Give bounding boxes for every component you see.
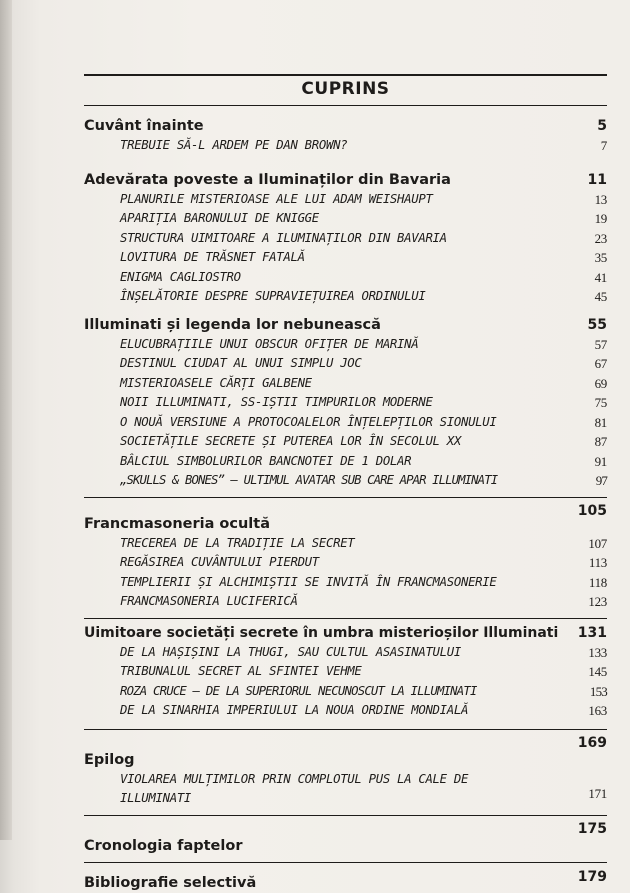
entry-title: LOVITURA DE TRĂSNET FATALĂ [120,250,305,264]
section-title: Cuvânt înainte [84,118,204,134]
entry-title: TRIBUNALUL SECRET AL SFINTEI VEHME [120,664,362,678]
toc-entry[interactable] [84,770,607,809]
toc-entry[interactable] [84,287,607,307]
entry-page-number: 67 [594,356,607,371]
table-of-contents [84,116,607,893]
entry-page-number: 57 [594,336,607,352]
entry-title: DESTINUL CIUDAT AL UNUI SIMPLU JOC [120,356,362,370]
section-title: Bibliografie selectivă [84,874,257,891]
page-title: CUPRINS [301,79,390,99]
toc-entry[interactable] [84,393,607,413]
section-heading[interactable] [84,315,607,335]
toc-entry[interactable] [84,643,607,663]
section-title: Adevărata poveste a Iluminaților din Bavaria [84,171,451,188]
entry-page-number: 75 [594,395,607,410]
section-heading[interactable] [84,867,607,893]
entry-title: „SKULLS & BONES” — ULTIMUL AVATAR SUB CARE APAR ILLUMINATI [120,473,498,487]
entry-page-number: 35 [594,250,607,265]
section-divider [84,729,607,730]
entry-title: ENIGMA CAGLIOSTRO [120,269,241,284]
entry-title: TRECEREA DE LA TRADIȚIE LA SECRET [120,535,355,550]
section-heading[interactable] [84,116,607,136]
toc-entry[interactable] [84,534,607,554]
toc-entry[interactable] [84,413,607,433]
toc-entry[interactable] [84,136,607,156]
section-page-number: 5 [597,118,607,134]
entry-page-number: 97 [595,473,607,488]
entry-page-number: 107 [588,535,607,551]
toc-section [84,116,607,156]
entry-page-number: 171 [588,785,607,801]
entry-title: FRANCMASONERIA LUCIFERICĂ [120,594,298,608]
entry-title: APARIȚIA BARONULUI DE KNIGGE [120,211,319,225]
toc-entry[interactable] [84,248,607,268]
entry-page-number: 45 [594,289,607,304]
section-page-number: 55 [587,316,607,333]
entry-page-number: 19 [594,211,607,226]
header-rule-bottom [84,105,607,106]
section-page-number: 175 [577,820,607,837]
toc-entry[interactable] [84,229,607,249]
section-title: Illuminati și legenda lor nebunească [84,316,381,333]
entry-title: ROZA CRUCE — DE LA SUPERIORUL NECUNOSCUT LA ILLUMINATI [120,683,477,698]
section-title: Uimitoare societăți secrete în umbra misterioșilor Illuminati [84,624,559,641]
entry-page-number: 133 [588,644,607,660]
section-page-number: 179 [577,868,607,885]
entry-title: DE LA HAȘIȘINI LA THUGI, SAU CULTUL ASASINATULUI [120,644,461,659]
entry-page-number: 118 [588,574,607,590]
entry-page-number: 81 [594,414,607,430]
section-heading[interactable] [84,514,607,534]
entry-page-number: 123 [588,594,607,609]
toc-entry[interactable] [84,354,607,374]
toc-entry[interactable] [84,432,607,452]
toc-section [84,315,607,491]
toc-section [84,170,607,307]
entry-page-number: 41 [594,269,607,285]
page-gutter [0,0,12,840]
entry-page-number: 145 [588,664,607,679]
section-title: Francmasoneria ocultă [84,515,270,532]
toc-entry[interactable] [84,471,607,491]
section-page-number: 105 [577,502,607,519]
toc-entry[interactable] [84,592,607,612]
section-page-number: 11 [587,171,607,188]
entry-title: ELUCUBRAȚIILE UNUI OBSCUR OFIȚER DE MARINĂ [120,336,419,351]
entry-page-number: 153 [589,683,607,699]
entry-title: STRUCTURA UIMITOARE A ILUMINAȚILOR DIN BAVARIA [120,230,447,245]
toc-entry[interactable] [84,701,607,721]
entry-title: DE LA SINARHIA IMPERIULUI LA NOUA ORDINE MONDIALĂ [120,703,469,717]
toc-section [84,734,607,809]
toc-entry[interactable] [84,682,607,702]
toc-entry[interactable] [84,573,607,593]
section-heading[interactable] [84,623,607,643]
section-page-number: 169 [577,734,607,751]
entry-title: VIOLAREA MULȚIMILOR PRIN COMPLOTUL PUS LA CALE DE ILLUMINATI [120,771,469,805]
section-heading[interactable] [84,750,607,770]
toc-section [84,502,607,612]
section-divider [84,618,607,619]
toc-entry[interactable] [84,268,607,288]
toc-section [84,820,607,856]
section-title: Epilog [84,751,135,768]
toc-header [84,74,607,106]
section-heading[interactable] [84,836,607,856]
entry-page-number: 91 [594,453,607,469]
entry-title: TREBUIE SĂ-L ARDEM PE DAN BROWN? [120,138,348,152]
entry-page-number: 13 [594,191,607,207]
entry-title: BÂLCIUL SIMBOLURILOR BANCNOTEI DE 1 DOLAR [120,453,412,468]
entry-page-number: 113 [588,555,607,570]
toc-entry[interactable] [84,190,607,210]
entry-title: NOII ILLUMINATI, SS-IȘTII TIMPURILOR MODERNE [120,395,433,409]
section-divider [84,862,607,863]
toc-entry[interactable] [84,452,607,472]
toc-section [84,867,607,893]
entry-title: ÎNȘELĂTORIE DESPRE SUPRAVIEȚUIREA ORDINULUI [120,289,426,303]
section-heading[interactable] [84,170,607,190]
entry-title: SOCIETĂȚILE SECRETE ȘI PUTEREA LOR ÎN SECOLUL XX [120,434,461,448]
entry-title: TEMPLIERII ȘI ALCHIMIȘTII SE INVITĂ ÎN FRANCMASONERIE [120,574,497,589]
toc-entry[interactable] [84,209,607,229]
entry-page-number: 69 [594,375,607,391]
toc-entry[interactable] [84,335,607,355]
toc-entry[interactable] [84,374,607,394]
entry-page-number: 87 [594,434,607,449]
section-page-number: 131 [577,624,607,641]
toc-section [84,623,607,721]
section-title: Cronologia faptelor [84,837,243,854]
entry-title: REGĂSIREA CUVÂNTULUI PIERDUT [120,555,319,569]
toc-entry[interactable] [84,553,607,573]
section-divider [84,497,607,498]
toc-entry[interactable] [84,662,607,682]
entry-title: MISTERIOASELE CĂRȚI GALBENE [120,375,312,390]
entry-page-number: 23 [594,230,607,246]
entry-title: PLANURILE MISTERIOASE ALE LUI ADAM WEISHAUPT [120,191,433,206]
entry-title: O NOUĂ VERSIUNE A PROTOCOALELOR ÎNȚELEPȚILOR SIONULUI [120,414,497,429]
section-divider [84,815,607,816]
entry-page-number: 163 [588,703,607,718]
entry-page-number: 7 [600,138,607,153]
